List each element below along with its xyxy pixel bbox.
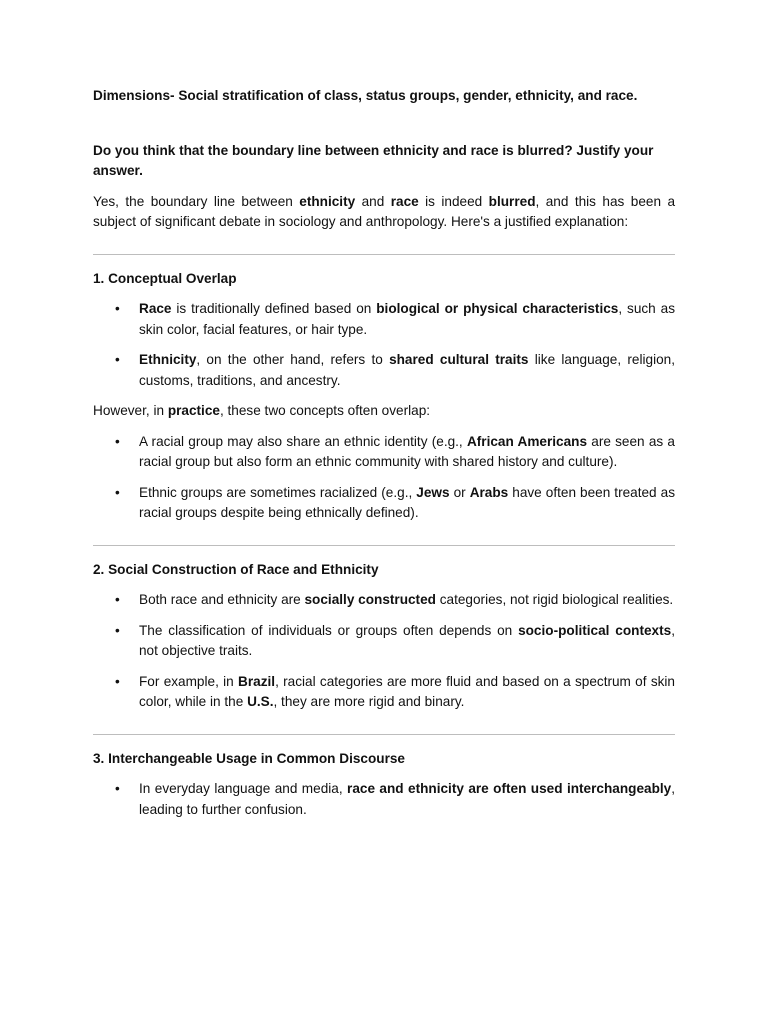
bullet-icon: • bbox=[115, 301, 120, 316]
emphasis-text: Jews bbox=[416, 484, 450, 500]
bullet-list bbox=[93, 432, 675, 524]
list-item-text: Both race and ethnicity are socially constructed categories, not rigid biological realities. bbox=[139, 592, 674, 607]
emphasis-text: shared cultural traits bbox=[389, 352, 529, 367]
emphasis-text: Arabs bbox=[469, 484, 509, 500]
emphasis-text: blurred bbox=[488, 193, 536, 209]
section-heading: 1. Conceptual Overlap bbox=[93, 270, 237, 286]
section-divider bbox=[93, 254, 675, 255]
list-item bbox=[93, 432, 675, 473]
section-divider bbox=[93, 545, 675, 546]
list-item bbox=[93, 590, 675, 611]
emphasis-text: African Americans bbox=[466, 433, 588, 449]
section-2 bbox=[93, 545, 675, 713]
list-item-text: Ethnicity, on the other hand, refers to shared cultural traits like language, religion, customs, traditions, and ancestry. bbox=[139, 352, 675, 388]
emphasis-text: biological or physical characteristics bbox=[376, 301, 619, 316]
list-item bbox=[93, 350, 675, 391]
bullet-icon: • bbox=[115, 352, 120, 367]
emphasis-text: U.S. bbox=[247, 694, 274, 709]
emphasis-text: socially constructed bbox=[304, 592, 436, 607]
section-3 bbox=[93, 734, 675, 821]
emphasis-text: ethnicity bbox=[299, 193, 356, 209]
bullet-list bbox=[93, 299, 675, 391]
bullet-list bbox=[93, 590, 675, 713]
list-item-text: For example, in Brazil, racial categories are more fluid and based on a spectrum of skin color, while in the U.S., they are more rigid and binary. bbox=[139, 673, 675, 709]
section-heading: 3. Interchangeable Usage in Common Discourse bbox=[93, 750, 405, 766]
list-item bbox=[93, 672, 675, 713]
bullet-icon: • bbox=[115, 673, 120, 689]
emphasis-text: Brazil bbox=[238, 673, 276, 689]
emphasis-text: practice bbox=[167, 403, 220, 418]
emphasis-text: Race bbox=[139, 301, 172, 316]
document-title: Dimensions- Social stratification of class, status groups, gender, ethnicity, and race. bbox=[93, 88, 638, 103]
list-item bbox=[93, 621, 675, 662]
section-1 bbox=[93, 254, 675, 524]
bullet-icon: • bbox=[115, 622, 120, 638]
bullet-icon: • bbox=[115, 433, 120, 449]
emphasis-text: race bbox=[390, 193, 419, 209]
emphasis-text: race and ethnicity are often used interchangeably bbox=[347, 781, 672, 796]
bullet-icon: • bbox=[115, 781, 120, 796]
intro-paragraph: Yes, the boundary line between ethnicity and race is indeed blurred, and this has been a subject of significant debate in sociology and anthropology. Here's a justified explanation: bbox=[93, 193, 676, 229]
list-item bbox=[93, 779, 675, 820]
paragraph: However, in practice, these two concepts often overlap: bbox=[93, 403, 431, 418]
list-item-text: Ethnic groups are sometimes racialized (e.g., Jews or Arabs have often been treated as racial groups despite being ethnically defined). bbox=[139, 484, 676, 520]
section-heading: 2. Social Construction of Race and Ethnicity bbox=[93, 561, 379, 577]
list-item bbox=[93, 483, 675, 524]
section-divider bbox=[93, 734, 675, 735]
list-item-text: Race is traditionally defined based on biological or physical characteristics, such as skin color, facial features, or hair type. bbox=[139, 301, 675, 337]
emphasis-text: Ethnicity bbox=[139, 352, 197, 367]
bullet-icon: • bbox=[115, 592, 120, 607]
list-item bbox=[93, 299, 675, 340]
bullet-list bbox=[93, 779, 675, 820]
list-item-text: A racial group may also share an ethnic identity (e.g., African Americans are seen as a racial group but also form an ethnic community with shared history and culture). bbox=[139, 433, 675, 469]
list-item-text: The classification of individuals or groups often depends on socio-political contexts, not objective traits. bbox=[139, 622, 675, 658]
question-text: Do you think that the boundary line between ethnicity and race is blurred? Justify your answer. bbox=[93, 142, 654, 178]
list-item-text: In everyday language and media, race and ethnicity are often used interchangeably, leading to further confusion. bbox=[139, 781, 675, 817]
bullet-icon: • bbox=[115, 484, 120, 500]
emphasis-text: socio-political contexts bbox=[518, 622, 672, 638]
